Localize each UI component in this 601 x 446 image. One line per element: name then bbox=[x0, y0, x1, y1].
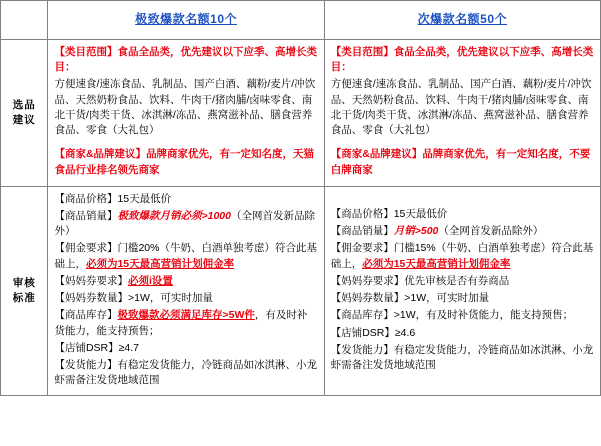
scope-heading-secondary bbox=[331, 45, 594, 75]
item-label: 【佣金要求】 bbox=[54, 242, 118, 255]
corner-cell bbox=[1, 1, 48, 40]
table-row bbox=[1, 186, 601, 396]
item-label: 【妈妈券要求】 bbox=[54, 274, 128, 287]
table-header-row bbox=[1, 1, 601, 40]
item-emphasis: 极致爆款月销必须>1000 bbox=[117, 209, 231, 222]
item-label: 【妈妈券数量】 bbox=[330, 292, 405, 305]
review-cell-extreme bbox=[48, 186, 324, 396]
review-item bbox=[54, 241, 317, 271]
scope-label-secondary: 【类目范围】 bbox=[330, 46, 394, 58]
selection-cell-secondary bbox=[324, 40, 600, 187]
scope-text-secondary: 食品全品类，优先建议以下应季、高增长类目： bbox=[330, 46, 594, 74]
review-item bbox=[331, 224, 594, 239]
item-text: ≥4.6 bbox=[394, 326, 416, 339]
scope-body-secondary: 方便速食/速冻食品、乳制品、国产白酒、藕粉/麦片/冲饮品、天然奶粉食品、饮料、牛肉干/猪肉脯/卤味零食、南北干货/肉类干货、冰淇淋/冻品、燕窝滋补品、膳食营养食品、零食（大礼包） bbox=[330, 78, 592, 137]
item-label: 【商品销量】 bbox=[54, 209, 118, 222]
scope-label-extreme: 【类目范围】 bbox=[54, 46, 118, 58]
item-text: （全网首发新品除外） bbox=[54, 209, 315, 238]
item-text: 有稳定发货能力，冷链商品如冰淇淋、小龙虾需备注发货地域范围 bbox=[330, 343, 594, 371]
review-item bbox=[331, 241, 594, 271]
brand-label-secondary: 【商家&品牌建议】 bbox=[330, 148, 423, 161]
item-label: 【商品价格】 bbox=[330, 207, 394, 220]
item-emphasis: 必须i设置 bbox=[127, 274, 173, 287]
scope-text-extreme: 食品全品类，优先建议以下应季、高增长类目： bbox=[54, 46, 317, 74]
item-text: 15天最低价 bbox=[117, 192, 172, 205]
item-text: ，有及时补货能力，能支持预售； bbox=[54, 309, 308, 337]
item-text: 门槛15%（牛奶、白酒单独考虑）符合此基础上， bbox=[330, 242, 594, 270]
review-item bbox=[331, 343, 594, 373]
item-text: >1W，可实时加量 bbox=[404, 292, 490, 305]
column-header-secondary-label[interactable]: 次爆款名额50个 bbox=[417, 12, 508, 27]
item-label: 【妈妈券要求】 bbox=[330, 274, 405, 287]
item-emphasis: 必须为15天最高营销计划佣金率 bbox=[85, 257, 235, 270]
review-item bbox=[54, 308, 317, 338]
brand-text-secondary: 品牌商家优先，有一定知名度，不要白牌商家 bbox=[330, 148, 591, 176]
item-emphasis: 极致爆款必须满足库存>5W件 bbox=[117, 309, 255, 322]
item-text: ≥4.7 bbox=[118, 341, 139, 354]
review-cell-secondary bbox=[324, 186, 600, 396]
brand-line-secondary bbox=[331, 147, 594, 177]
review-item bbox=[54, 358, 317, 388]
review-item bbox=[331, 207, 594, 222]
brand-text-extreme: 品牌商家优先，有一定知名度，天猫食品行业排名领先商家 bbox=[54, 148, 315, 176]
review-item bbox=[331, 326, 594, 341]
item-label: 【商品销量】 bbox=[330, 225, 394, 238]
column-header-secondary bbox=[324, 1, 600, 40]
review-item bbox=[54, 274, 317, 289]
row-label-review: 审核标准 bbox=[1, 186, 48, 396]
selection-cell-extreme bbox=[48, 40, 324, 187]
column-header-extreme bbox=[48, 1, 324, 40]
item-label: 【商品价格】 bbox=[54, 192, 118, 205]
review-item bbox=[331, 308, 594, 323]
item-label: 【佣金要求】 bbox=[330, 242, 394, 255]
item-label: 【商品库存】 bbox=[54, 309, 118, 322]
brand-label-extreme: 【商家&品牌建议】 bbox=[54, 148, 147, 161]
item-label: 【发货能力】 bbox=[54, 358, 118, 371]
item-emphasis: 必须为15天最高营销计划佣金率 bbox=[362, 257, 511, 270]
review-item bbox=[54, 192, 317, 207]
item-text: 15天最低价 bbox=[393, 207, 448, 220]
column-header-extreme-label[interactable]: 极致爆款名额10个 bbox=[135, 12, 238, 27]
item-text: 有稳定发货能力，冷链商品如冰淇淋、小龙虾需备注发货地域范围 bbox=[54, 358, 317, 387]
item-text: 优先审核是否有券商品 bbox=[404, 274, 510, 287]
review-item bbox=[331, 291, 594, 306]
item-label: 【店铺DSR】 bbox=[54, 341, 119, 354]
review-item bbox=[54, 209, 317, 239]
item-text: （全网首发新品除外） bbox=[438, 225, 544, 238]
item-label: 【商品库存】 bbox=[330, 309, 394, 322]
item-text: >1W，可实时加量 bbox=[127, 292, 213, 305]
scope-body-extreme: 方便速食/速冻食品、乳制品、国产白酒、藕粉/麦片/冲饮品、天然奶粉食品、饮料、牛肉干/猪肉脯/卤味零食、南北干货/肉类干货、冰淇淋/冻品、燕窝滋补品、膳食营养食品、零食（大礼包） bbox=[54, 78, 316, 137]
item-label: 【发货能力】 bbox=[330, 343, 394, 356]
review-item bbox=[54, 341, 317, 356]
brand-line-extreme bbox=[54, 147, 317, 177]
scope-heading-extreme bbox=[54, 45, 317, 75]
review-item bbox=[54, 291, 317, 306]
item-text: 门槛20%（牛奶、白酒单独考虑）符合此基础上， bbox=[54, 242, 317, 270]
item-text: >1W，有及时补货能力，能支持预售； bbox=[393, 309, 574, 322]
table-row bbox=[1, 40, 601, 187]
item-label: 【妈妈券数量】 bbox=[54, 292, 128, 305]
row-label-selection: 选品建议 bbox=[1, 40, 48, 187]
item-label: 【店铺DSR】 bbox=[330, 326, 395, 339]
item-emphasis: 月销>500 bbox=[393, 225, 439, 238]
review-item bbox=[331, 274, 594, 289]
